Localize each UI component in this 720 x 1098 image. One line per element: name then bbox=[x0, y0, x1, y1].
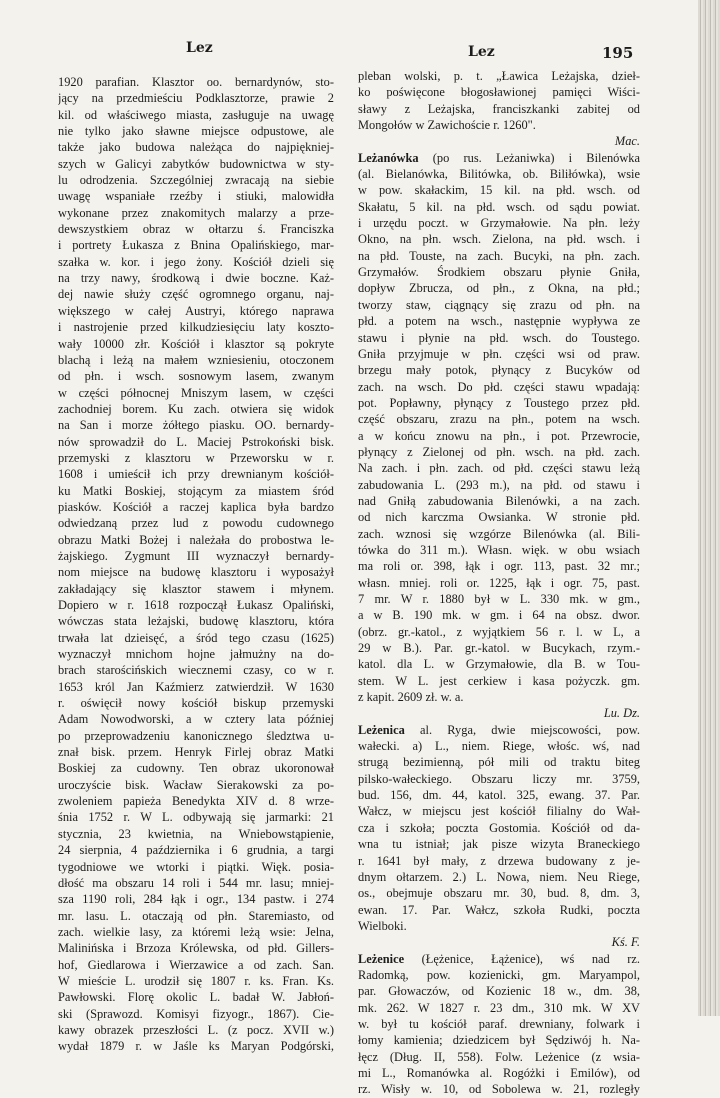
left-text-column bbox=[58, 74, 334, 1055]
text-line: Okno, na płn. wsch. Zielona, na płd. wsch. i bbox=[358, 232, 640, 247]
text-line: w części północnej Mniszym lasem, w części bbox=[58, 385, 334, 400]
text-line: Leżenica al. Ryga, dwie miejscowości, pow. bbox=[358, 722, 640, 737]
text-line: na San i morze żółtego piasku. OO. bernardy- bbox=[58, 418, 334, 433]
text-line: (al. Bielanówka, Bilitówka, ob. Biliłówka), wsie bbox=[358, 167, 640, 182]
text-line: tówka do 311 m.). Własn. więk. w obu wsiach bbox=[358, 542, 640, 557]
text-line: nad Gniłą zabudowania Bilenówki, a na zach. bbox=[358, 493, 640, 508]
text-line: Gniła przyjmuje w płn. części wsi od praw. bbox=[358, 346, 640, 361]
text-line: os., obejmuje obszaru mr. 30, bud. 8, dm. 3, bbox=[358, 886, 640, 901]
text-line: wna tu istniał; jak pisze wizyta Braneckiego bbox=[358, 837, 640, 852]
text-line: dnym ołtarzem. 2.) L. Nowa, niem. Neu Riege, bbox=[358, 869, 640, 884]
text-line: w. był tu kościół paraf. drewniany, folwark i bbox=[358, 1016, 640, 1031]
text-line: mk. 262. W 1827 r. 23 dm., 310 mk. W XV bbox=[358, 1000, 640, 1015]
text-line: ma roli or. 398, łąk i ogr. 113, past. 32 mr.; bbox=[358, 559, 640, 574]
text-line: wówczas stata leżajski, budowę klasztoru, która bbox=[58, 614, 334, 629]
text-line: r. oświęcił nowy kościół biskup przemyski bbox=[58, 696, 334, 711]
text-line: kawy obrazek przeszłości L. (z pocz. XVII w.) bbox=[58, 1022, 334, 1037]
right-text-column bbox=[358, 68, 640, 1098]
text-line: par. Głowaczów, od Kozienic 18 w., dm. 38, bbox=[358, 984, 640, 999]
text-line: pot. Popławny, płynący z Toustego przez płd. bbox=[358, 395, 640, 410]
text-line: żajskiego. Zygmunt III wyznaczył bernardy- bbox=[58, 548, 334, 563]
text-line: płynący z Zielonej od płn. wsch. na płd. zach. bbox=[358, 444, 640, 459]
text-line: w pow. skałackim, 15 kil. na płd. wsch. od bbox=[358, 183, 640, 198]
text-line: Radomką, pow. kozienicki, gm. Maryampol, bbox=[358, 967, 640, 982]
text-line: blachą i leżą na małem wzniesieniu, otoczonem bbox=[58, 352, 334, 367]
text-line: dopływ Zbrucza, od płn., z Okna, na płd.; bbox=[358, 281, 640, 296]
text-line: 1653 król Jan Kaźmierz zatwierdził. W 1630 bbox=[58, 679, 334, 694]
text-line: stem. W L. jest cerkiew i kasa pożyczk. gm. bbox=[358, 673, 640, 688]
text-line: a w końcu znowu na płn., i pot. Przewrocie, bbox=[358, 428, 640, 443]
author-signature: Lu. Dz. bbox=[603, 706, 640, 721]
text-line: r. 1641 był mały, z drzewa budowany z je- bbox=[358, 853, 640, 868]
page-binding-edge bbox=[698, 0, 720, 1016]
text-line: piasków. Kościół a raczej kaplica była bardzo bbox=[58, 499, 334, 514]
text-line: 24 sierpnia, 4 października i 6 grudnia, a targi bbox=[58, 843, 334, 858]
text-line: śnia 1752 r. W L. odbywają się jarmarki: 21 bbox=[58, 810, 334, 825]
text-line: hof, Giedlarowa i Wierzawice a od zach. San. bbox=[58, 957, 334, 972]
author-signature: Kś. F. bbox=[611, 935, 640, 950]
text-line: cza i szkoła; poczta Gostomia. Kościół od da- bbox=[358, 820, 640, 835]
text-line: 7 mr. W r. 1880 był w L. 330 mk. w gm., bbox=[358, 592, 640, 606]
text-line: sza 1190 roli, 284 łąk i ogr., 134 pastw. i 274 bbox=[58, 892, 334, 907]
entry-headword: Leżenica bbox=[358, 722, 405, 737]
text-line: tygodniowe we wtorki i piątki. Więk. posia- bbox=[58, 859, 334, 874]
text-line: mr. lasu. L. otaczają od płn. Staremiasto, od bbox=[58, 908, 334, 923]
text-line: rz. Wisły w. 10, od Sobolewa w. 21, rozległy bbox=[358, 1082, 640, 1097]
text-line: przemyski z klasztoru w Przeworsku w r. bbox=[58, 450, 334, 465]
text-line: 1920 parafian. Klasztor oo. bernardynów, sto- bbox=[58, 75, 334, 89]
text-line: katol. dla L. w Grzymałowie, dla B. w Tou- bbox=[358, 657, 640, 672]
text-line: (obrz. gr.-katol., z wyjątkiem 56 r. l. w L, a bbox=[358, 624, 640, 639]
running-head-right: Lez bbox=[468, 44, 495, 60]
page-number: 195 bbox=[602, 44, 634, 62]
text-line: pleban wolski, p. t. „Ławica Leżajska, dzieł- bbox=[358, 69, 640, 83]
text-line: Na zach. i płn. zach. od płd. części stawu leżą bbox=[358, 461, 640, 476]
text-line: na płd. Touste, na zach. Bucyki, na płn. zach. bbox=[358, 248, 640, 263]
text-line: lu odrodzenia. Szczególniej zwracają na siebie bbox=[58, 173, 334, 188]
text-line: z kapit. 2609 zł. w. a. bbox=[358, 690, 464, 705]
text-line: odwiedzaną przez lud z powodu cudownego bbox=[58, 516, 334, 531]
text-line: bud. 156, dm. 44, katol. 325, ewang. 37. Par. bbox=[358, 788, 640, 803]
text-line: i nastrojenie przed kilkudziesięciu laty koszto- bbox=[58, 320, 334, 335]
text-line: dewszystkiem obraz w ołtarzu ś. Franciszka bbox=[58, 222, 334, 237]
text-line: szych w Galicyi zabytków budownictwa w sty- bbox=[58, 156, 334, 171]
text-line: ko poświęcone błogosławionej pamięci Wiści- bbox=[358, 85, 640, 100]
text-line: pilsko-wałeckiego. Obszaru liczy mr. 3759, bbox=[358, 771, 640, 786]
text-line: ewan. 17. Par. Wałcz, szkoła Rudki, poczta bbox=[358, 902, 640, 917]
author-signature: Mac. bbox=[614, 134, 640, 149]
text-line: 29 w B.). Par. gr.-katol. w Bucykach, rzym.- bbox=[358, 641, 640, 656]
text-line: od płn. i wsch. sosnowym lasem, zwanym bbox=[58, 369, 334, 384]
text-line: zach. wielkie lasy, za któremi leżą wsie: Jelna, bbox=[58, 924, 334, 939]
text-line: zachodniej borem. Ku zach. otwiera się widok bbox=[58, 401, 334, 416]
text-line: na trzy nawy, środkową i dwie boczne. Każ- bbox=[58, 271, 334, 286]
text-line: płd. a potem na wsch., następnie wypływa ze bbox=[358, 314, 640, 329]
text-line: większego w całej Austryi, którego naprawa bbox=[58, 303, 334, 318]
text-line: Adam Nowodworski, a w cztery lata później bbox=[58, 712, 334, 727]
text-line: łomy kamienia; dziedzicem był Sędziwój h. Na- bbox=[358, 1033, 640, 1048]
text-line: uroczyście bisk. Wacław Sierakowski za po- bbox=[58, 777, 334, 792]
entry-headword: Leżanówka bbox=[358, 150, 419, 165]
text-line: obrazu Matki Bożej i należała do probostwa le- bbox=[58, 532, 334, 547]
text-line: W mieście L. urodził się 1807 r. ks. Fran. Ks. bbox=[58, 973, 334, 988]
text-line: Skałatu, 5 kil. na płd. wsch. od sądu powiat. bbox=[358, 199, 640, 214]
text-line: znał bisk. przem. Henryk Firlej obraz Matki bbox=[58, 745, 334, 760]
text-line: zakładający się klasztor stawem i młynem. bbox=[58, 581, 334, 596]
text-line: trwała lat dzieisęć, a śród tego czasu (1625) bbox=[58, 630, 334, 645]
text-line: łęcz (Dług. II, 558). Folw. Leżenice (z wsia- bbox=[358, 1049, 640, 1064]
text-line: uwagę wspaniałe rzeźby i stiuki, malowidła bbox=[58, 189, 334, 204]
text-line: własn. mniej. roli or. 1225, łąk i ogr. 75, past. bbox=[358, 575, 640, 590]
text-line: zach. wznosi się wzgórze Bilenówka (al. Bili- bbox=[358, 526, 640, 541]
text-line: Dopiero w r. 1618 rozpoczął Łukasz Opaliński, bbox=[58, 598, 334, 612]
text-line: Leżanówka (po rus. Leżaniwka) i Bilenówka bbox=[358, 150, 640, 165]
text-line: tworzy staw, ciągnący się zrazu od płn. na bbox=[358, 297, 640, 312]
entry-headword: Leżenice bbox=[358, 951, 405, 966]
text-line: po przeprowadzeniu kanonicznego śledztwa u- bbox=[58, 728, 334, 743]
text-line: kil. od właściwego miasta, zasługuje na uwagę bbox=[58, 107, 334, 122]
text-line: dłość ma obszaru 14 roli i 544 mr. lasu; mniej- bbox=[58, 875, 334, 890]
text-line: nom miejsce na budowę klasztoru i wyposażył bbox=[58, 565, 334, 580]
text-line: zwoleniem papieża Benedykta XIV d. 8 wrze- bbox=[58, 794, 334, 809]
text-line: i portrety Łukasza z Bnina Opalińskiego, mar- bbox=[58, 238, 334, 253]
text-line: wydał 1879 r. w Jaśle ks Maryan Podgórski, bbox=[58, 1039, 334, 1054]
text-line: wałecki. a) L., niem. Riege, włośc. wś, nad bbox=[358, 739, 640, 754]
text-line: Leżenice (Łężenice, Łążenice), wś nad rz. bbox=[358, 951, 640, 966]
text-line: szałka w. kor. i jego żony. Kościół dzieli się bbox=[58, 254, 334, 269]
text-line: nie tylko jako sławne miejsce odpustowe, ale bbox=[58, 124, 334, 139]
text-line: nów sprowadził do L. Maciej Pstrokoński bisk. bbox=[58, 434, 334, 449]
text-line: Wałcz, w miejscu jest kościół filialny do Wał- bbox=[358, 804, 640, 819]
text-line: Pawłowski. Florę okolic L. badał W. Jabłoń- bbox=[58, 990, 334, 1005]
text-line: Grzymałów. Środkiem obszaru płynie Gniła, bbox=[358, 265, 640, 280]
text-line: stawu i płynie na płd. wsch. do Toustego. bbox=[358, 330, 640, 345]
text-line: także jako budowa należąca do najpiękniej- bbox=[58, 140, 334, 155]
text-line: od nich karczma Owsianka. W stronie płd. bbox=[358, 510, 640, 525]
text-line: Wielboki. bbox=[358, 918, 407, 933]
text-line: wykonane przez znakomitych malarzy a prze- bbox=[58, 205, 334, 220]
text-line: ku Matki Boskiej, stojącym za miastem śród bbox=[58, 483, 334, 498]
text-line: i urzędu poczt. w Grzymałowie. Na płn. leży bbox=[358, 216, 640, 231]
text-line: część obszaru, zrazu na płn., potem na wsch. bbox=[358, 412, 640, 427]
text-line: dej nawie służy część ogromnego organu, naj- bbox=[58, 287, 334, 302]
running-head-left: Lez bbox=[186, 40, 213, 56]
text-line: Malinińska i Brzoza Królewska, od płd. Gillers- bbox=[58, 941, 334, 956]
text-line: zach. na wsch. Do płd. części stawu wpadają: bbox=[358, 379, 640, 394]
text-line: a w B. 190 mk. w gm. i 64 na obsz. dwor. bbox=[358, 608, 640, 623]
text-line: stycznia, 23 kwietnia, na Wniebowstąpienie, bbox=[58, 826, 334, 841]
text-line: 1608 i umieścił ich przy drewnianym kościół- bbox=[58, 467, 334, 482]
text-line: sławy z Leżajska, franciszkanki zabitej od bbox=[358, 101, 640, 116]
text-line: wały 10000 złr. Kościół i klasztor są pokryte bbox=[58, 336, 334, 351]
text-line: zabudowania L. (293 m.), na płd. od stawu i bbox=[358, 477, 640, 492]
text-line: Mongołów w Zawichoście r. 1260". bbox=[358, 118, 536, 133]
text-line: wyznaczył mnichom hojne jałmużny na do- bbox=[58, 647, 334, 662]
text-line: brach starościńskich wiecznemi czasy, co w r. bbox=[58, 663, 334, 678]
text-line: strugą bezimienną, pół mili od traktu biteg bbox=[358, 755, 640, 770]
text-line: Boskiej za cudowny. Ten obraz ukoronował bbox=[58, 761, 334, 776]
text-line: mi L., Romanówka al. Rogóżki i Emilów), od bbox=[358, 1065, 640, 1080]
text-line: brzegu mały potok, płynący z Bucyków od bbox=[358, 363, 640, 378]
text-line: jący na przedmieściu Podklasztorze, prawie 2 bbox=[58, 91, 334, 106]
text-line: ski (Sprawozd. Komisyi fizyogr., 1867). Cie- bbox=[58, 1006, 334, 1021]
